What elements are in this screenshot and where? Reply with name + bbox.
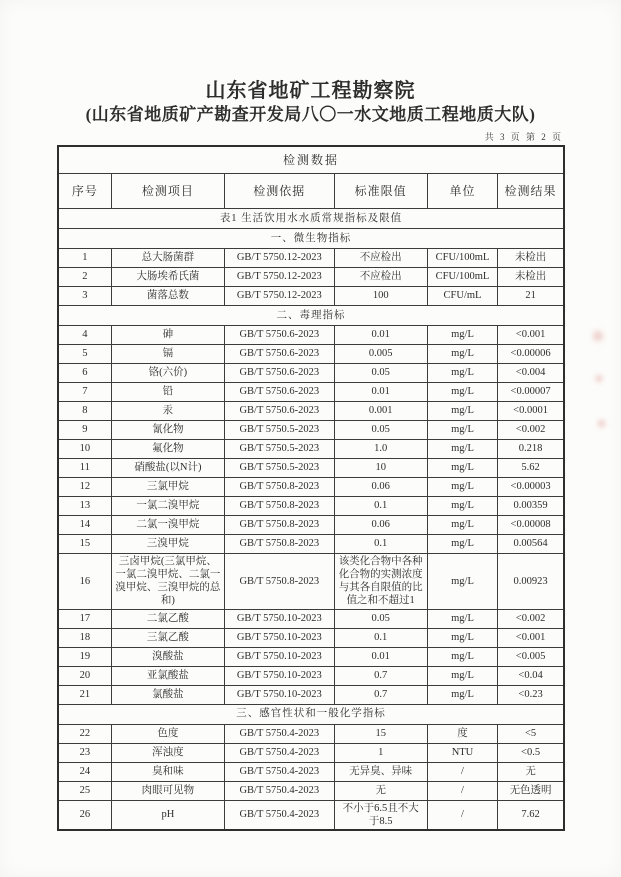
column-header-2: 检测项目 bbox=[111, 174, 224, 209]
cell-method: GB/T 5750.6-2023 bbox=[225, 364, 334, 383]
cell-item: 氰化物 bbox=[111, 421, 224, 440]
table-row bbox=[58, 554, 564, 610]
cell-no: 7 bbox=[58, 383, 111, 402]
table-title: 表1 生活饮用水水质常规指标及限值 bbox=[58, 209, 564, 229]
cell-result: <5 bbox=[498, 724, 564, 743]
cell-method: GB/T 5750.10-2023 bbox=[225, 685, 334, 704]
cell-limit: 该类化合物中各种化合物的实测浓度与其各自限值的比值之和不超过1 bbox=[334, 554, 427, 610]
cell-no: 15 bbox=[58, 535, 111, 554]
cell-limit: 0.05 bbox=[334, 364, 427, 383]
cell-item: 三卤甲烷(三氯甲烷、一氯二溴甲烷、二氯一溴甲烷、三溴甲烷的总和) bbox=[111, 554, 224, 610]
cell-limit: 1.0 bbox=[334, 440, 427, 459]
cell-result: <0.002 bbox=[498, 609, 564, 628]
cell-item: 二氯一溴甲烷 bbox=[111, 516, 224, 535]
cell-method: GB/T 5750.6-2023 bbox=[225, 383, 334, 402]
cell-limit: 不应检出 bbox=[334, 268, 427, 287]
cell-no: 17 bbox=[58, 609, 111, 628]
cell-result: <0.001 bbox=[498, 326, 564, 345]
cell-item: 三氯乙酸 bbox=[111, 628, 224, 647]
cell-item: 氟化物 bbox=[111, 440, 224, 459]
cell-unit: mg/L bbox=[427, 685, 497, 704]
cell-item: 三氯甲烷 bbox=[111, 478, 224, 497]
table-caption: 检测数据 bbox=[58, 146, 564, 174]
cell-limit: 0.01 bbox=[334, 647, 427, 666]
cell-limit: 0.7 bbox=[334, 685, 427, 704]
cell-method: GB/T 5750.10-2023 bbox=[225, 628, 334, 647]
cell-method: GB/T 5750.4-2023 bbox=[225, 743, 334, 762]
cell-no: 6 bbox=[58, 364, 111, 383]
cell-unit: mg/L bbox=[427, 364, 497, 383]
cell-method: GB/T 5750.8-2023 bbox=[225, 497, 334, 516]
table-title-row bbox=[58, 209, 564, 229]
page-number-info: 共 3 页 第 2 页 bbox=[484, 132, 563, 142]
cell-unit: 度 bbox=[427, 724, 497, 743]
cell-result: <0.005 bbox=[498, 647, 564, 666]
cell-no: 9 bbox=[58, 421, 111, 440]
cell-item: 氯酸盐 bbox=[111, 685, 224, 704]
cell-unit: mg/L bbox=[427, 478, 497, 497]
cell-limit: 0.06 bbox=[334, 516, 427, 535]
cell-limit: 0.05 bbox=[334, 421, 427, 440]
cell-result: 0.218 bbox=[498, 440, 564, 459]
cell-result: <0.00006 bbox=[498, 345, 564, 364]
cell-result: 0.00923 bbox=[498, 554, 564, 610]
table-row bbox=[58, 781, 564, 800]
table-row bbox=[58, 724, 564, 743]
cell-result: <0.00003 bbox=[498, 478, 564, 497]
cell-method: GB/T 5750.8-2023 bbox=[225, 516, 334, 535]
cell-limit: 10 bbox=[334, 459, 427, 478]
cell-limit: 15 bbox=[334, 724, 427, 743]
cell-no: 22 bbox=[58, 724, 111, 743]
table-row bbox=[58, 249, 564, 268]
cell-item: 大肠埃希氏菌 bbox=[111, 268, 224, 287]
cell-unit: / bbox=[427, 800, 497, 830]
table-row bbox=[58, 647, 564, 666]
cell-result: 0.00564 bbox=[498, 535, 564, 554]
cell-method: GB/T 5750.5-2023 bbox=[225, 459, 334, 478]
cell-no: 12 bbox=[58, 478, 111, 497]
cell-unit: mg/L bbox=[427, 459, 497, 478]
cell-unit: mg/L bbox=[427, 440, 497, 459]
cell-item: 溴酸盐 bbox=[111, 647, 224, 666]
cell-result: 21 bbox=[498, 287, 564, 306]
cell-method: GB/T 5750.8-2023 bbox=[225, 478, 334, 497]
cell-method: GB/T 5750.4-2023 bbox=[225, 781, 334, 800]
cell-method: GB/T 5750.5-2023 bbox=[225, 440, 334, 459]
cell-result: 5.62 bbox=[498, 459, 564, 478]
cell-limit: 100 bbox=[334, 287, 427, 306]
table-row bbox=[58, 459, 564, 478]
cell-limit: 0.1 bbox=[334, 535, 427, 554]
table-caption-row bbox=[58, 146, 564, 174]
cell-item: 浑浊度 bbox=[111, 743, 224, 762]
cell-no: 13 bbox=[58, 497, 111, 516]
section-label: 二、毒理指标 bbox=[58, 306, 564, 326]
cell-unit: mg/L bbox=[427, 554, 497, 610]
cell-result: <0.0001 bbox=[498, 402, 564, 421]
cell-limit: 不小于6.5且不大于8.5 bbox=[334, 800, 427, 830]
cell-no: 1 bbox=[58, 249, 111, 268]
cell-method: GB/T 5750.6-2023 bbox=[225, 402, 334, 421]
cell-no: 8 bbox=[58, 402, 111, 421]
cell-limit: 0.01 bbox=[334, 326, 427, 345]
cell-no: 4 bbox=[58, 326, 111, 345]
column-header-5: 单位 bbox=[427, 174, 497, 209]
cell-method: GB/T 5750.10-2023 bbox=[225, 647, 334, 666]
cell-item: 铅 bbox=[111, 383, 224, 402]
cell-result: <0.00008 bbox=[498, 516, 564, 535]
column-header-1: 序号 bbox=[58, 174, 111, 209]
cell-item: 铬(六价) bbox=[111, 364, 224, 383]
cell-item: 亚氯酸盐 bbox=[111, 666, 224, 685]
cell-unit: NTU bbox=[427, 743, 497, 762]
section-label: 三、感官性状和一般化学指标 bbox=[58, 704, 564, 724]
cell-result: <0.5 bbox=[498, 743, 564, 762]
cell-method: GB/T 5750.8-2023 bbox=[225, 535, 334, 554]
cell-result: 无 bbox=[498, 762, 564, 781]
test-data-table bbox=[57, 145, 565, 831]
cell-result: <0.04 bbox=[498, 666, 564, 685]
cell-item: 肉眼可见物 bbox=[111, 781, 224, 800]
cell-no: 5 bbox=[58, 345, 111, 364]
table-row bbox=[58, 666, 564, 685]
cell-unit: mg/L bbox=[427, 647, 497, 666]
cell-unit: CFU/100mL bbox=[427, 249, 497, 268]
cell-unit: mg/L bbox=[427, 609, 497, 628]
cell-item: 硝酸盐(以N计) bbox=[111, 459, 224, 478]
column-header-row bbox=[58, 174, 564, 209]
column-header-3: 检测依据 bbox=[225, 174, 334, 209]
cell-limit: 无异臭、异味 bbox=[334, 762, 427, 781]
cell-no: 2 bbox=[58, 268, 111, 287]
cell-method: GB/T 5750.12-2023 bbox=[225, 287, 334, 306]
cell-unit: mg/L bbox=[427, 516, 497, 535]
cell-limit: 0.7 bbox=[334, 666, 427, 685]
cell-no: 14 bbox=[58, 516, 111, 535]
cell-result: <0.00007 bbox=[498, 383, 564, 402]
cell-method: GB/T 5750.4-2023 bbox=[225, 800, 334, 830]
table-row bbox=[58, 628, 564, 647]
red-stamp-mark bbox=[591, 327, 605, 345]
cell-limit: 0.1 bbox=[334, 497, 427, 516]
cell-unit: mg/L bbox=[427, 345, 497, 364]
cell-no: 24 bbox=[58, 762, 111, 781]
cell-method: GB/T 5750.5-2023 bbox=[225, 421, 334, 440]
cell-no: 26 bbox=[58, 800, 111, 830]
table-row bbox=[58, 497, 564, 516]
cell-limit: 无 bbox=[334, 781, 427, 800]
cell-item: 二氯乙酸 bbox=[111, 609, 224, 628]
cell-limit: 0.05 bbox=[334, 609, 427, 628]
cell-method: GB/T 5750.6-2023 bbox=[225, 326, 334, 345]
table-row bbox=[58, 685, 564, 704]
cell-item: pH bbox=[111, 800, 224, 830]
cell-unit: mg/L bbox=[427, 383, 497, 402]
cell-item: 色度 bbox=[111, 724, 224, 743]
cell-no: 16 bbox=[58, 554, 111, 610]
table-row bbox=[58, 345, 564, 364]
column-header-4: 标准限值 bbox=[334, 174, 427, 209]
cell-item: 总大肠菌群 bbox=[111, 249, 224, 268]
cell-item: 一氯二溴甲烷 bbox=[111, 497, 224, 516]
cell-no: 18 bbox=[58, 628, 111, 647]
cell-unit: mg/L bbox=[427, 421, 497, 440]
cell-limit: 不应检出 bbox=[334, 249, 427, 268]
section-row bbox=[58, 704, 564, 724]
cell-item: 汞 bbox=[111, 402, 224, 421]
cell-method: GB/T 5750.12-2023 bbox=[225, 268, 334, 287]
section-label: 一、微生物指标 bbox=[58, 229, 564, 249]
cell-unit: / bbox=[427, 762, 497, 781]
cell-item: 镉 bbox=[111, 345, 224, 364]
cell-item: 臭和味 bbox=[111, 762, 224, 781]
cell-item: 砷 bbox=[111, 326, 224, 345]
cell-method: GB/T 5750.4-2023 bbox=[225, 724, 334, 743]
table-row bbox=[58, 516, 564, 535]
red-stamp-mark bbox=[594, 372, 604, 385]
cell-item: 菌落总数 bbox=[111, 287, 224, 306]
table-row bbox=[58, 383, 564, 402]
cell-limit: 1 bbox=[334, 743, 427, 762]
table-row bbox=[58, 440, 564, 459]
section-row bbox=[58, 229, 564, 249]
cell-result: 7.62 bbox=[498, 800, 564, 830]
cell-method: GB/T 5750.8-2023 bbox=[225, 554, 334, 610]
cell-method: GB/T 5750.6-2023 bbox=[225, 345, 334, 364]
cell-method: GB/T 5750.10-2023 bbox=[225, 666, 334, 685]
cell-unit: mg/L bbox=[427, 628, 497, 647]
cell-no: 20 bbox=[58, 666, 111, 685]
cell-limit: 0.005 bbox=[334, 345, 427, 364]
cell-result: <0.002 bbox=[498, 421, 564, 440]
table-row bbox=[58, 762, 564, 781]
cell-unit: mg/L bbox=[427, 326, 497, 345]
cell-item: 三溴甲烷 bbox=[111, 535, 224, 554]
cell-no: 25 bbox=[58, 781, 111, 800]
cell-limit: 0.06 bbox=[334, 478, 427, 497]
cell-no: 23 bbox=[58, 743, 111, 762]
table-row bbox=[58, 326, 564, 345]
table-row bbox=[58, 287, 564, 306]
cell-result: 未检出 bbox=[498, 249, 564, 268]
doc-title: 山东省地矿工程勘察院 bbox=[205, 80, 416, 102]
cell-no: 3 bbox=[58, 287, 111, 306]
cell-unit: mg/L bbox=[427, 402, 497, 421]
table-row bbox=[58, 268, 564, 287]
cell-unit: mg/L bbox=[427, 497, 497, 516]
cell-no: 10 bbox=[58, 440, 111, 459]
table-row bbox=[58, 743, 564, 762]
cell-result: 未检出 bbox=[498, 268, 564, 287]
cell-no: 21 bbox=[58, 685, 111, 704]
cell-limit: 0.01 bbox=[334, 383, 427, 402]
cell-limit: 0.001 bbox=[334, 402, 427, 421]
cell-method: GB/T 5750.4-2023 bbox=[225, 762, 334, 781]
section-row bbox=[58, 306, 564, 326]
table-row bbox=[58, 402, 564, 421]
cell-no: 19 bbox=[58, 647, 111, 666]
red-stamp-mark bbox=[596, 417, 607, 430]
cell-result: <0.001 bbox=[498, 628, 564, 647]
table-row bbox=[58, 421, 564, 440]
column-header-6: 检测结果 bbox=[498, 174, 564, 209]
cell-no: 11 bbox=[58, 459, 111, 478]
cell-limit: 0.1 bbox=[334, 628, 427, 647]
cell-unit: CFU/mL bbox=[427, 287, 497, 306]
cell-method: GB/T 5750.12-2023 bbox=[225, 249, 334, 268]
table-row bbox=[58, 800, 564, 830]
cell-unit: CFU/100mL bbox=[427, 268, 497, 287]
cell-method: GB/T 5750.10-2023 bbox=[225, 609, 334, 628]
cell-unit: mg/L bbox=[427, 535, 497, 554]
cell-result: <0.23 bbox=[498, 685, 564, 704]
table-row bbox=[58, 478, 564, 497]
table-row bbox=[58, 535, 564, 554]
table-row bbox=[58, 609, 564, 628]
cell-unit: mg/L bbox=[427, 666, 497, 685]
cell-result: 无色透明 bbox=[498, 781, 564, 800]
cell-result: <0.004 bbox=[498, 364, 564, 383]
doc-subtitle: (山东省地质矿产勘查开发局八〇一水文地质工程地质大队) bbox=[85, 105, 536, 124]
cell-result: 0.00359 bbox=[498, 497, 564, 516]
cell-unit: / bbox=[427, 781, 497, 800]
table-row bbox=[58, 364, 564, 383]
